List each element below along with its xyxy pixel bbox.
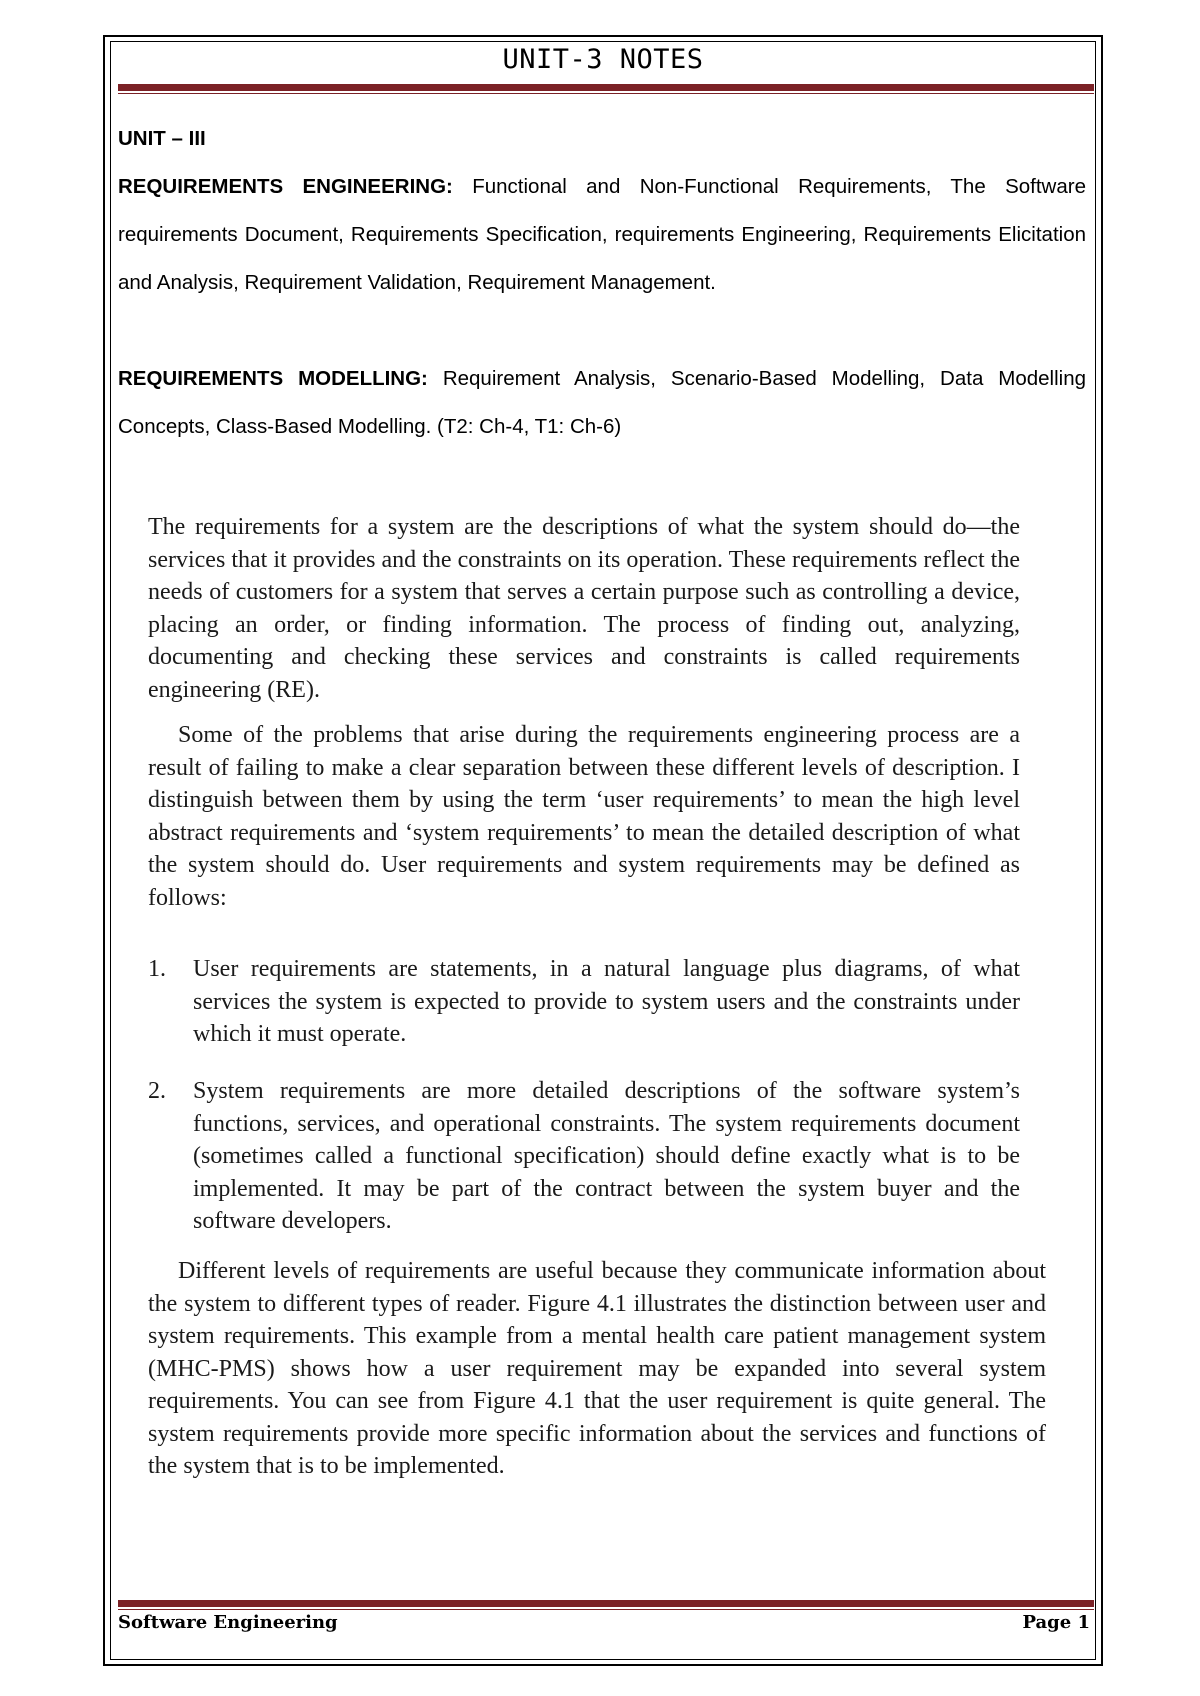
syllabus-requirements-engineering [118, 163, 1086, 307]
list-item-text: System requirements are more detailed descriptions of the software system’s functions, services, and operational constraints. The system requirements document (sometimes called a functional specification) should define exactly what is to be implemented. It may be part of the contract between the system buyer and the software developers. [193, 1078, 1020, 1234]
list-item-number: 1. [148, 956, 166, 982]
rm-heading: REQUIREMENTS MODELLING: [118, 367, 428, 390]
syllabus-requirements-modelling [118, 355, 1086, 451]
body-paragraph-2: Some of the problems that arise during the requirements engineering process are a result of failing to make a clear separation between these different levels of description. I distinguish between them by using the term ‘user requirements’ to mean the high level abstract requirements and ‘system requirements’ to mean the detailed description of what the system should do. User requirements and system requirements may be defined as follows: [148, 722, 1020, 911]
page-header-title: UNIT-3 NOTES [502, 44, 704, 75]
re-heading: REQUIREMENTS ENGINEERING: [118, 175, 453, 198]
list-item [148, 953, 1020, 1051]
footer-rule [118, 1600, 1094, 1607]
list-item-number: 2. [148, 1078, 166, 1104]
header-rule-thin [118, 93, 1094, 94]
list-item-text: User requirements are statements, in a natural language plus diagrams, of what services the system is expected to provide to system users and the constraints under which it must operate. [193, 956, 1020, 1047]
list-item [148, 1075, 1020, 1238]
rm-topics: Requirement Analysis, Scenario-Based Modelling, Data Modelling Concepts, Class-Based Modelling. (T2: Ch-4, T1: Ch-6) [118, 367, 1086, 438]
footer-course-title: Software Engineering [118, 1612, 338, 1633]
footer-rule-thin [118, 1609, 1094, 1610]
body-paragraph-1: The requirements for a system are the descriptions of what the system should do—the services that it provides and the constraints on its operation. These requirements reflect the needs of customers for a system that serves a certain purpose such as controlling a device, placing an order, or finding information. The process of finding out, analyzing, documenting and checking these services and constraints is called requirements engineering (RE). [148, 514, 1020, 703]
body-paragraph-3: Different levels of requirements are useful because they communicate information about the system to different types of reader. Figure 4.1 illustrates the distinction between user and system requirements. This example from a mental health care patient management system (MHC-PMS) shows how a user requirement may be expanded into several system requirements. You can see from Figure 4.1 that the user requirement is quite general. The system requirements provide more specific information about the services and functions of the system that is to be implemented. [148, 1258, 1046, 1479]
footer-page-number: Page 1 [1022, 1612, 1090, 1633]
unit-label: UNIT – III [118, 127, 206, 150]
re-topics: Functional and Non-Functional Requirements, The Software requirements Document, Requirements Specification, requirements Engineering, Requirements Elicitation and Analysis, Requirement Validation, Requirement Management. [118, 175, 1086, 294]
header-rule [118, 84, 1094, 91]
